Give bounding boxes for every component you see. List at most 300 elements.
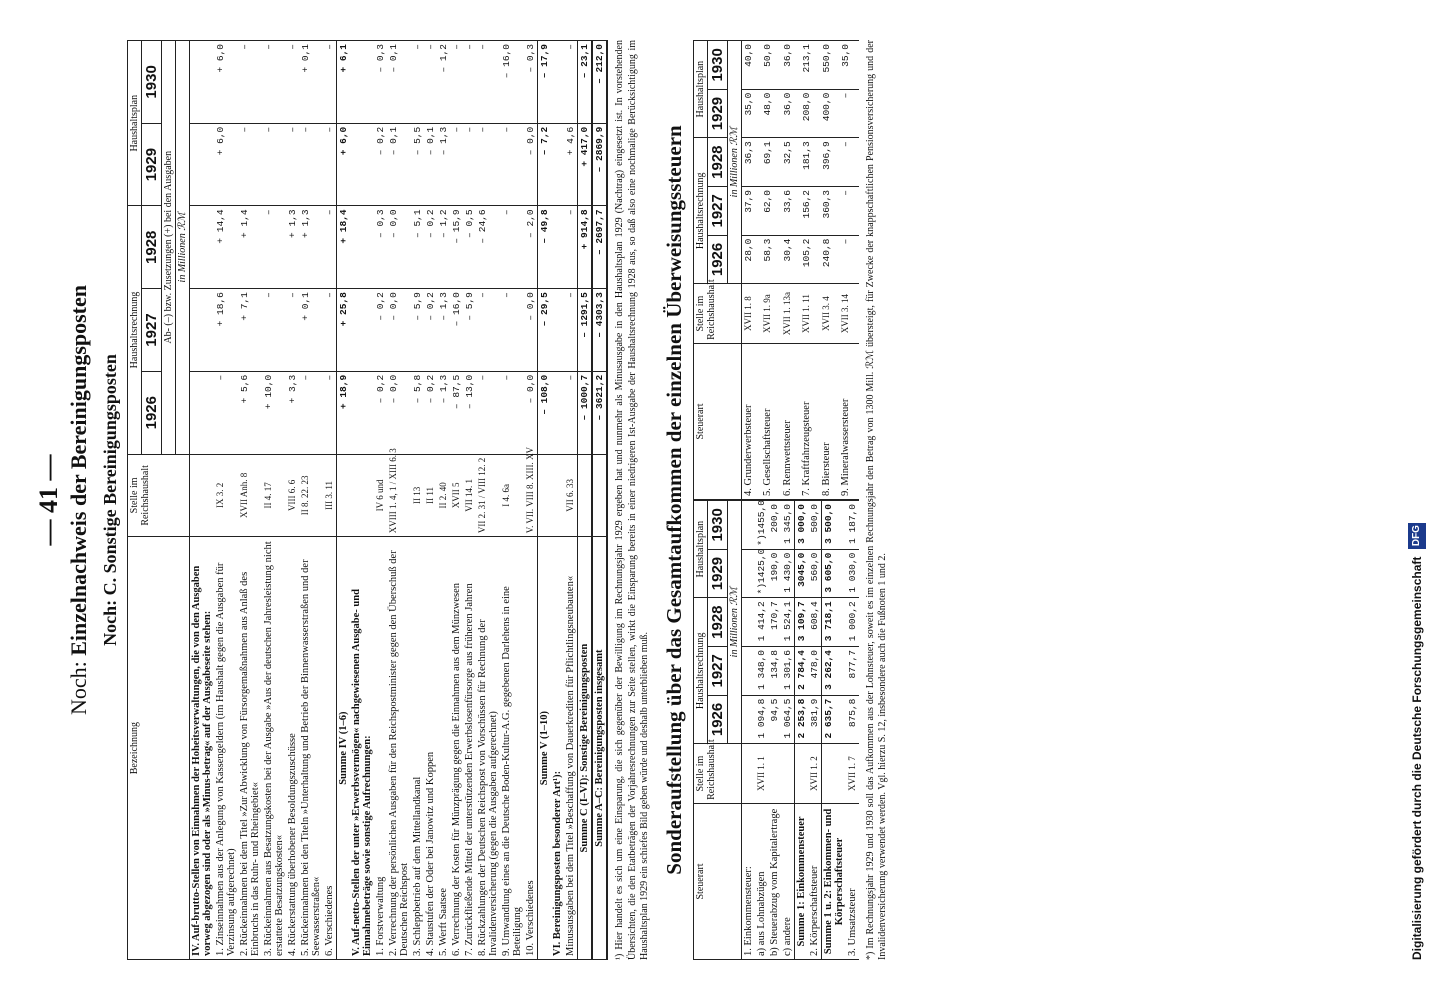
row-stelle [768,744,781,804]
row-value: 1 064,5 [781,695,795,744]
table-row [564,41,578,960]
row-value: + 1,4 [238,206,262,289]
row-label: 2. Rückeinnahmen bei dem Titel »Zur Abwicklung von Fürsorgemaßnahmen aus Anlaß des Einbruchs in das Ruhr- und Rheingebiet« [238,537,262,960]
row-value: – 7,2 [538,123,552,206]
table-row [299,41,323,960]
row-stelle [741,744,755,804]
row-value: – [450,41,463,124]
row-value: – 0,0 [524,123,538,206]
row-value: 200,0 [768,501,781,550]
row-value: + 4,6 [564,123,578,206]
sonder-tables [693,40,859,960]
table-row [500,41,524,960]
col-plan: Haushaltsplan [128,41,142,206]
table-row [592,41,607,960]
row-value: + 18,4 [337,206,351,289]
row-stelle: XVII 5 [450,454,463,537]
row-value: 478,0 [808,646,822,695]
table-row [387,41,411,960]
row-stelle [337,454,351,537]
row-label: 4. Staustufen der Oder bei Janowitz und Koppen [424,537,437,960]
row-value: + 6,1 [337,41,351,124]
row-value: 181,3 [800,138,819,187]
year-header: 1927 [707,186,727,235]
row-value: 3 718,1 [821,598,846,647]
row-value: 213,1 [800,41,819,90]
row-value: – [323,206,337,289]
year-header: 1928 [142,206,162,289]
table-row [741,41,761,500]
row-value: – [564,41,578,124]
row-value: 36,0 [781,41,800,90]
sonder-right-body [741,41,859,500]
sonder-col-steuerart: Steuerart [693,803,741,959]
year-header: 1929 [707,89,727,138]
row-value: + 10,0 [262,371,286,454]
row-label: 5. Rückeinnahmen bei den Titeln »Unterhaltung und Betrieb der Binnenwasserstraßen und der Seewasserstraßen« [299,537,323,960]
row-value [551,206,564,289]
year-header: 1927 [707,646,727,695]
row-label: Summe A–C: Bereinigungsposten insgesamt [592,537,607,960]
row-value: 69,1 [761,138,780,187]
row-value: – 212,0 [592,41,607,124]
row-value: 134,8 [768,646,781,695]
row-stelle: V. VII. VIII 8. XIII. XV [524,454,538,537]
table-row [214,41,238,960]
row-value: + 18,9 [337,371,351,454]
row-value: – [839,235,858,284]
row-label: 9. Umwandlung eines an die Deutsche Boden-Kultur-A.G. gegebenen Darlehens in eine Beteiligung [500,537,524,960]
row-value: – 13,0 [463,371,476,454]
row-value: 877,7 [846,646,859,695]
row-value: 1 094,8 [755,695,768,744]
row-value: 35,0 [741,89,761,138]
row-label: 8. Rückzahlungen der Deutschen Reichspost von Vorschüssen für Rechnung der Invalidenversicherung (gegen die Ausgaben aufgerechnet) [476,537,500,960]
row-stelle [781,744,795,804]
col-bezeichnung: Bezeichnung [128,537,190,960]
table-row [578,41,593,960]
row-value: + 6,0 [214,41,238,124]
year-header: 1926 [707,235,727,284]
row-stelle [190,454,215,537]
row-value: + 0,1 [299,289,323,372]
row-label: Summe 1: Einkommensteuer [794,803,808,959]
row-value: – 5,9 [463,289,476,372]
row-value: 500,0 [808,501,822,550]
page-title [66,40,92,960]
row-value: + 417,0 [578,123,593,206]
row-label: Summe 1 u. 2: Einkommen- und Körperschaftsteuer [821,803,846,959]
row-value: – [262,289,286,372]
row-value: 36,3 [741,138,761,187]
row-stelle: II 11 [424,454,437,537]
row-value: – [500,206,524,289]
row-value: – [262,41,286,124]
row-value: 2 253,8 [794,695,808,744]
col-rechnung: Haushaltsrechnung [128,206,142,454]
row-stelle [592,454,607,537]
row-value: – [286,123,299,206]
row-value: – 24,6 [476,206,500,289]
row-value: – [839,89,858,138]
sonder-col-stelle: Stelle im Reichshaushalt [693,284,741,344]
row-label: 9. Mineralwassersteuer [839,343,858,499]
row-value: + 6,0 [337,123,351,206]
row-label: 8. Biersteuer [820,343,839,499]
row-value: 1 187,0 [846,501,859,550]
sonder-unit: in Millionen ℛℳ [727,41,741,284]
row-value: 94,5 [768,695,781,744]
row-value [741,549,755,598]
row-stelle: XVII Anh. 8 [238,454,262,537]
row-value: – 29,5 [538,289,552,372]
table-row [800,41,819,500]
row-value: – 4303,3 [592,289,607,372]
row-value [350,206,374,289]
row-value: 360,3 [820,186,839,235]
row-value: – 2697,7 [592,206,607,289]
row-value: 35,0 [839,41,858,90]
row-stelle: VIII 6. 6 [286,454,299,537]
row-stelle [578,454,593,537]
row-value: 208,0 [800,89,819,138]
row-value: – 5,8 [411,371,424,454]
table-row [323,41,337,960]
row-value: – 0,3 [374,41,387,124]
row-value: – [323,371,337,454]
row-value: 170,7 [768,598,781,647]
table-row [286,41,299,960]
table-row [781,41,800,500]
table-row [820,41,839,500]
row-stelle: II 13 [411,454,424,537]
row-stelle: II 4. 17 [262,454,286,537]
row-value: – [262,206,286,289]
row-value: 32,5 [781,138,800,187]
row-value: 190,0 [768,549,781,598]
sonder-left-body [741,501,859,960]
row-value: – 1,2 [437,206,450,289]
row-label: IV. Auf-brutto-Stellen von Einnahmen der Hoheitsverwaltungen, die von den Ausgaben vorweg abgezogen sind oder als »Minus-betrag« auf der Ausgabeseite stehen: [190,537,215,960]
row-stelle: IV 6 und [374,454,387,537]
row-stelle: XVII 1. 1 [755,744,768,804]
row-value: – [238,123,262,206]
row-value: – [323,41,337,124]
row-value: – [500,371,524,454]
footer [1408,40,1426,960]
row-stelle: I 4. 6a [500,454,524,537]
page-title-main: Einzelnachweis der Bereinigungsposten [66,284,91,656]
row-value: – [286,41,299,124]
table-row [476,41,500,960]
row-value: – [238,41,262,124]
row-value: 550,0 [820,41,839,90]
year-header: 1927 [142,289,162,372]
row-label: 1. Forstverwaltung [374,537,387,960]
row-value: – 1291,5 [578,289,593,372]
table-row [463,41,476,960]
row-value: – [476,371,500,454]
row-value: – 0,1 [387,41,411,124]
row-value: + 5,6 [238,371,262,454]
table-row [551,41,564,960]
row-stelle: VII 14. 1 [463,454,476,537]
row-stelle: XVII 1. 2 [808,744,822,804]
row-value: – 0,2 [424,371,437,454]
row-value: 3045,0 [794,549,808,598]
table-row [411,41,424,960]
row-value [190,289,215,372]
row-label: 2. Verrechnung der persönlichen Ausgaben für den Reichspostminister gegen den Überschuß der Deutschen Reichspost [387,537,411,960]
row-value: + 25,8 [337,289,351,372]
row-value: – 0,0 [387,289,411,372]
row-label: 2. Körperschaftsteuer [808,803,822,959]
sonder-table-right [693,40,859,500]
row-value: – [262,123,286,206]
sonder-col-steuerart: Steuerart [693,343,741,499]
page-title-prefix: Noch: [66,661,91,716]
row-label: 7. Zurückfließende Mittel der unterstützenden Erwerbslosenfürsorge aus früheren Jahren [463,537,476,960]
row-value: – 16,0 [500,41,524,124]
footnote-star: *) Im Rechnungsjahr 1929 und 1930 soll das Aufkommen aus der Lohnsteuer, soweit es im einzelnen Rechnungsjahr den Betrag von 1300 Mill. ℛℳ übersteigt, für Zwecke der knappschaftlichen Pensionsversicherung und der Invalidenversicherung verwendet werden. Vgl. hierzu S. 12, insbesondere auch die Fußnoten 1 und 2. [864,40,888,960]
row-label: VI. Bereinigungsposten besonderer Art¹): [551,537,564,960]
row-value: 1 301,6 [781,646,795,695]
row-value: – 16,0 [450,289,463,372]
bereinigung-table [127,40,608,960]
row-value [190,41,215,124]
row-value: – 1000,7 [578,371,593,454]
row-value: – 87,5 [450,371,463,454]
table-row [839,41,858,500]
row-stelle: III 3. 11 [323,454,337,537]
row-value: – 0,2 [424,289,437,372]
bereinigung-body [190,41,608,960]
row-value: – 0,0 [387,206,411,289]
row-label: 6. Rennwettsteuer [781,343,800,499]
table-row [424,41,437,960]
table-row [190,41,215,960]
row-value: + 1,3 [286,206,299,289]
row-stelle: VII 2. 31 / VIII 12. 2 [476,454,500,537]
row-value: + 3,3 [286,371,299,454]
row-stelle [794,744,808,804]
row-value: 48,0 [761,89,780,138]
row-value: 1 414,2 [755,598,768,647]
table-row [450,41,463,960]
table-row [808,501,822,960]
row-value: – 0,2 [374,371,387,454]
row-stelle [538,454,552,537]
row-value: 3 109,7 [794,598,808,647]
row-value: – [299,371,323,454]
row-stelle: XVII 1. 8 [741,284,761,344]
row-value: 2 784,4 [794,646,808,695]
row-label: 1. Einkommensteuer: [741,803,755,959]
row-value: – 0,0 [524,371,538,454]
footnote-main: ¹) Hier handelt es sich um eine Einsparung, die sich gegenüber der Bewilligung im Rechnungsjahr 1929 ergeben hat und nunmehr als Minusausgabe in den Haushaltsplan 1929 (Nachtrag) eingesetzt ist. In vorstehenden Übersichten, die den Etatbeträgen der Vorjahresrechnungen zur Seite stellen, wirkt die Einsparung bereits in einer niedrigeren Ist-Ausgabe der Haushaltsrechnung 1928 aus, so daß also eine nochmalige Berücksichtigung im Haushaltsplan 1929 ein schiefes Bild geben würde und deshalb unterblieben muß. [614,40,650,960]
table-row [337,41,351,960]
row-value: 1 030,0 [846,549,859,598]
row-value: 400,0 [820,89,839,138]
row-value [551,289,564,372]
row-value: – [500,123,524,206]
row-stelle: II 8. 22. 23 [299,454,323,537]
row-value: 36,0 [781,89,800,138]
row-value: – [839,138,858,187]
row-value: – 1,2 [437,41,450,124]
row-value: – [214,371,238,454]
row-value: – [476,123,500,206]
row-value: – 0,1 [424,123,437,206]
row-label: 10. Verschiedenes [524,537,538,960]
table-row [781,501,795,960]
row-value: – 0,2 [374,289,387,372]
row-value: – [323,123,337,206]
row-value: 1 348,0 [755,646,768,695]
row-value: – 0,0 [387,371,411,454]
sonder-col-plan: Haushaltsplan [693,41,707,138]
row-value [190,371,215,454]
table-row [238,41,262,960]
row-value [350,41,374,124]
row-stelle: XVII 1. 7 [846,744,859,804]
row-value [741,646,755,695]
row-stelle: IX 3. 2 [214,454,238,537]
ab-zu-header: Ab- (–) bzw. Zusetzungen (+) bei den Ausgaben [162,41,176,455]
row-value: 58,3 [761,235,780,284]
row-label: Summe C (I–VI): Sonstige Bereinigungsposten [578,537,593,960]
row-stelle: XVII 1. 13a [781,284,800,344]
row-label: 4. Rückerstattung überhobener Besoldungszuschüsse [286,537,299,960]
row-value: – [500,289,524,372]
year-header: 1930 [707,501,727,550]
row-value: 30,4 [781,235,800,284]
row-value: 875,8 [846,695,859,744]
table-row [350,41,374,960]
row-stelle: XVIII 1. 4, 1 / XIII 6. 3 [387,454,411,537]
row-value: – 0,5 [463,206,476,289]
row-label: b) Steuerabzug vom Kapitalertrage [768,803,781,959]
row-label: Minusausgaben bei dem Titel »Beschaffung von Dauerkrediten für Pflichtlingsneubauten« [564,537,578,960]
row-value: 40,0 [741,41,761,90]
row-value: – 0,3 [524,41,538,124]
row-value: 3 605,0 [821,549,846,598]
row-value: – [299,123,323,206]
col-stelle: Stelle im Reichshaushalt [128,454,190,537]
row-value: – [463,123,476,206]
row-value: *)1455,0 [755,501,768,550]
row-value [551,123,564,206]
row-value: – [476,289,500,372]
row-value: 50,0 [761,41,780,90]
row-value: 381,9 [808,695,822,744]
row-value: 396,9 [820,138,839,187]
table-row [794,501,808,960]
row-label: 6. Verrechnung der Kosten für Münzprägung gegen die Einnahmen aus dem Münzwesen [450,537,463,960]
row-value: 2 635,7 [821,695,846,744]
year-header: 1930 [142,41,162,124]
row-value [741,598,755,647]
row-label: 7. Kraftfahrzeugsteuer [800,343,819,499]
year-header: 1928 [707,138,727,187]
sonder-col-rechnung: Haushaltsrechnung [693,138,707,284]
row-label: 3. Umsatzsteuer [846,803,859,959]
row-value: – 23,1 [578,41,593,124]
row-label: 1. Zinseinnahmen aus der Anlegung von Kassengeldern (im Haushalt gegen die Ausgaben für Verzinsung aufgerechnet) [214,537,238,960]
row-value: 28,0 [741,235,761,284]
row-value: – 3621,2 [592,371,607,454]
row-label: c) andere [781,803,795,959]
row-value: – 2,0 [524,206,538,289]
row-value: 608,4 [808,598,822,647]
row-value [350,123,374,206]
row-value: + 18,6 [214,289,238,372]
row-label: a) aus Lohnabzügen [755,803,768,959]
row-value: – [463,41,476,124]
row-label: Summe IV (1–6) [337,537,351,960]
row-value: 1 430,0 [781,549,795,598]
sonder-title: Sonderaufstellung über das Gesamtaufkommen der einzelnen Überweisungssteuern [661,125,686,875]
row-stelle: II 2. 40 [437,454,450,537]
row-value: – 0,1 [387,123,411,206]
row-value: – 2869,9 [592,123,607,206]
row-value: – [564,206,578,289]
sonder-unit: in Millionen ℛℳ [727,501,741,744]
row-value: 3 000,0 [794,501,808,550]
row-value: 156,2 [800,186,819,235]
year-header: 1928 [707,598,727,647]
row-value: – 1,3 [437,123,450,206]
table-row [768,501,781,960]
row-value: – 0,2 [374,123,387,206]
year-header: 1929 [707,549,727,598]
row-value: + 14,4 [214,206,238,289]
section-title: Noch: C. Sonstige Bereinigungsposten [100,354,120,646]
dfg-logo: DFG [1408,523,1426,549]
row-value: – 49,8 [538,206,552,289]
row-value: 240,8 [820,235,839,284]
page-number: — 41 — [34,454,63,546]
row-label: 3. Rückeinnahmen aus Besatzungskosten bei der Ausgabe »Aus der deutschen Jahresleistung nicht erstattete Besatzungskosten« [262,537,286,960]
row-value [350,289,374,372]
table-row [821,501,846,960]
table-row [538,41,552,960]
row-value: + 7,1 [238,289,262,372]
row-label: V. Auf-netto-Stellen der unter »Erwerbsvermögen« nachgewiesenen Ausgabe- und Einnahmebeträge sowie sonstige Aufrechnungen: [350,537,374,960]
table-row [262,41,286,960]
row-label: 4. Grunderwerbsteuer [741,343,761,499]
row-value [350,371,374,454]
unit-header: in Millionen ℛℳ [176,41,190,455]
row-value: 1 524,1 [781,598,795,647]
table-row [741,501,755,960]
sonder-col-rechnung: Haushaltsrechnung [693,598,707,744]
row-value: – [564,289,578,372]
row-value [190,206,215,289]
row-value: – 17,9 [538,41,552,124]
row-value: 105,2 [800,235,819,284]
table-row [761,41,780,500]
sonder-col-plan: Haushaltsplan [693,501,707,598]
row-value: – 1,3 [437,371,450,454]
row-label: Summe V (1–10) [538,537,552,960]
row-value: – [286,289,299,372]
sonder-col-stelle: Stelle im Reichshaushalt [693,744,741,804]
row-stelle: XVII 3. 14 [839,284,858,344]
row-stelle: XVII 3. 4 [820,284,839,344]
table-row [437,41,450,960]
year-header: 1926 [142,371,162,454]
